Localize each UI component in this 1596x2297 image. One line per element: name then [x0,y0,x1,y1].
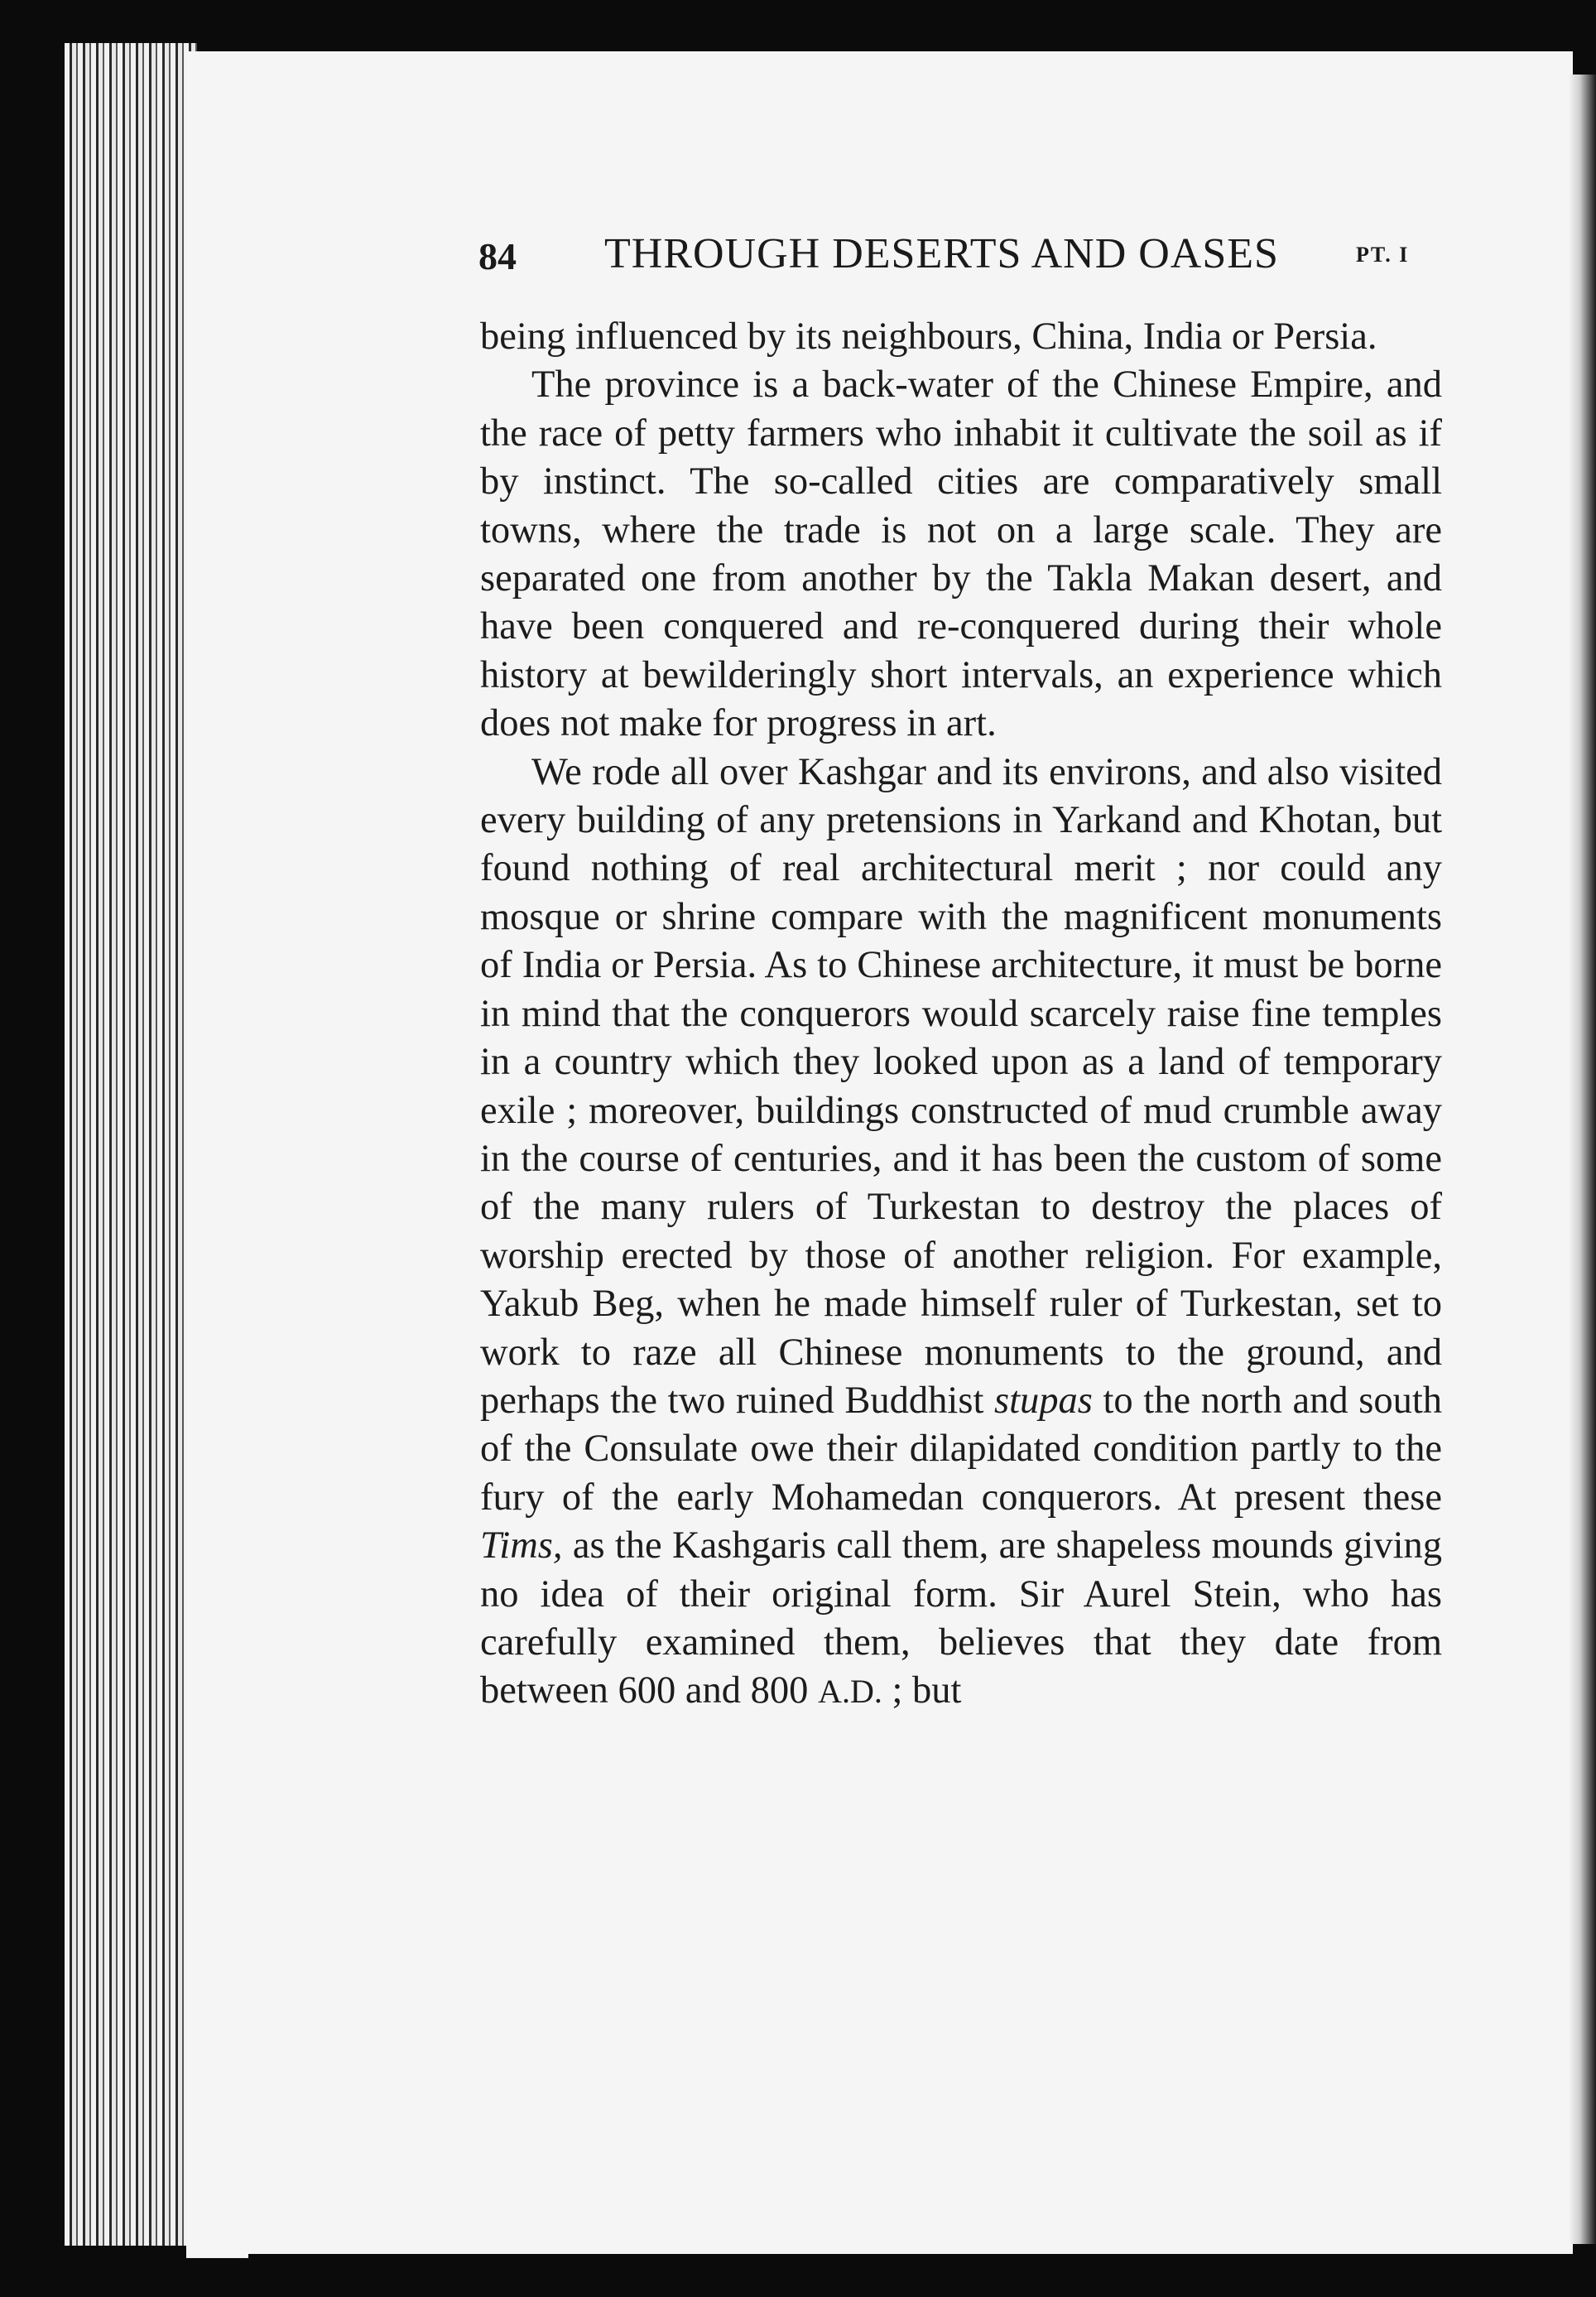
page-number: 84 [478,235,517,277]
era-abbreviation: A.D. [818,1673,882,1711]
part-mark: PT. I [1356,243,1410,267]
paragraph-text: We rode all over Kashgar and its environs, and also visited every building of any pretensions in Yarkand and Khotan, but found nothing of real architectural merit ; nor could any mosque or shrine compare with the magnificent monuments of India or Persia. As to Chinese architecture, it must be borne in mind that the conquerors would scarcely raise fine temples in a country which they looked upon as a land of temporary exile ; moreover, buildings constructed of mud crumble away in the course of centuries, and it has been the custom of some of the many rulers of Turkestan to destroy the places of worship erected by those of another religion. For example, Yakub Beg, when he made himself ruler of Turkestan, set to work to raze all Chinese monuments to the ground, and perhaps the two ruined Buddhist [480,750,1442,1422]
paragraph: being influenced by its neighbours, China, India or Persia. [480,315,1377,358]
italic-term: stupas [994,1379,1093,1422]
body-text [480,313,1442,1717]
book-page-edges [65,43,197,2246]
running-title: THROUGH DESERTS AND OASES [604,230,1279,277]
page-shadow [1569,75,1596,2244]
scan-border [248,2254,1596,2297]
running-header [478,228,1439,286]
paragraph-text: to the north and south of the Consulate owe their dilapidated condition partly to the fury of the early Mohamedan conquerors. At present these [480,1379,1442,1519]
paragraph: The province is a back-water of the Chinese Empire, and the race of petty farmers who inhabit it cultivate the soil as if by instinct. The so-called cities are comparatively small towns, where the trade is not on a large scale. They are separated one from another by the Takla Makan desert, and have been conquered and re-conquered during their whole history at bewilderingly short intervals, an experience which does not make for progress in art. [480,364,1442,745]
italic-term: Tims, [480,1524,563,1567]
paragraph-text: ; but [892,1669,962,1712]
paragraph-text: as the Kashgaris call them, are shapeless mounds giving no idea of their original form. Sir Aurel Stein, who has carefully examined them, believes that they date from between 600 and 800 [480,1524,1442,1712]
paragraph [480,749,1442,1717]
